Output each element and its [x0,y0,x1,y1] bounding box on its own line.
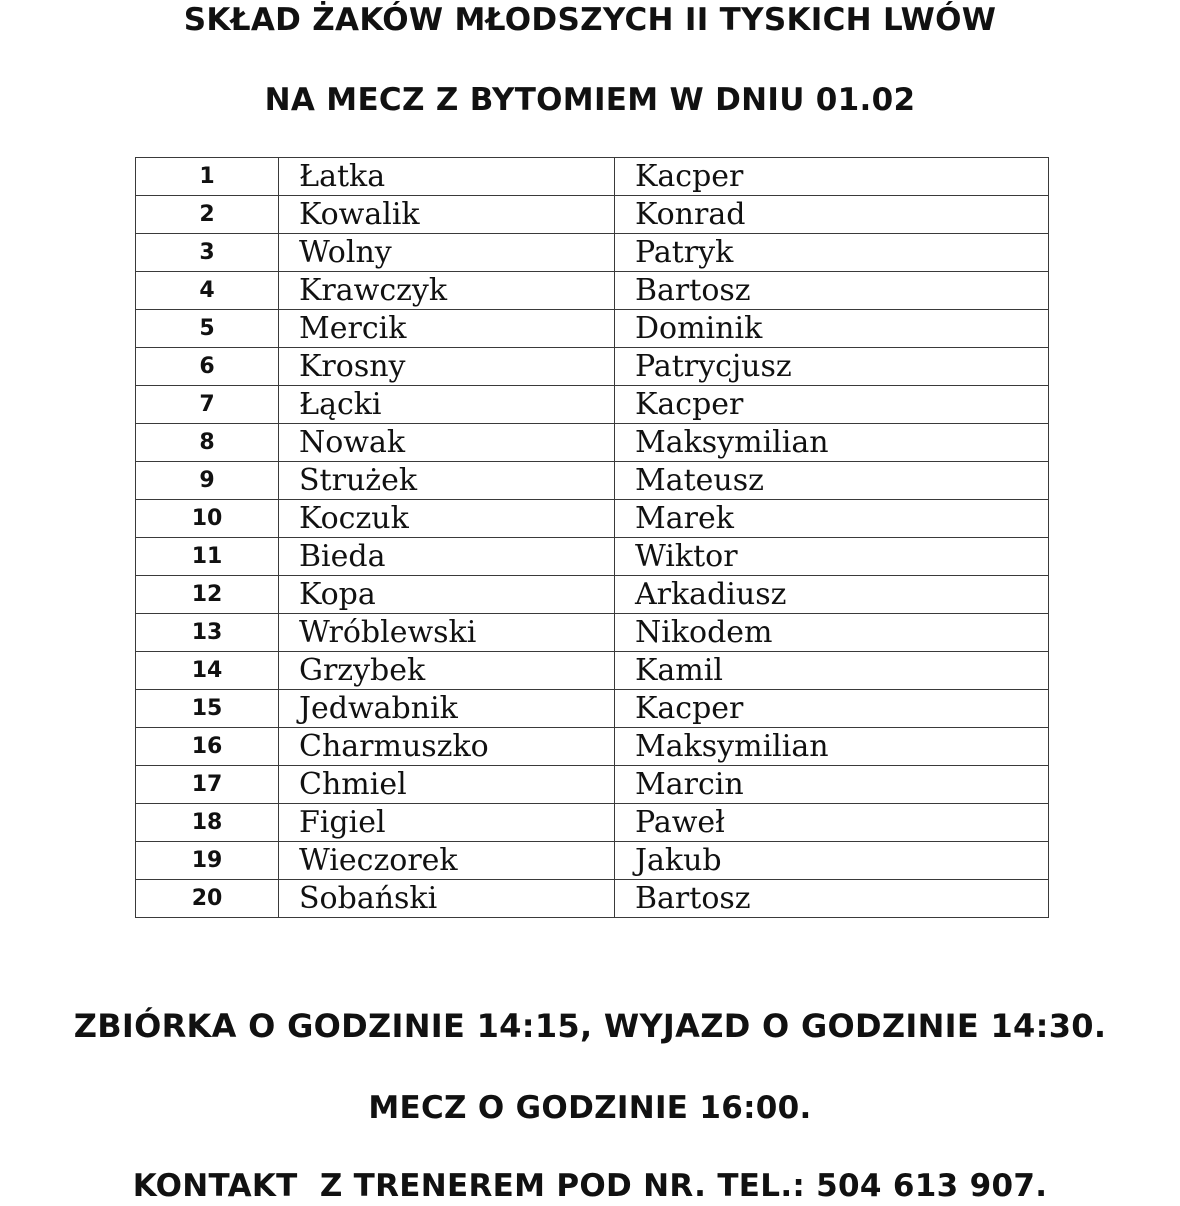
player-first-name: Arkadiusz [615,576,1049,614]
player-number: 13 [136,614,279,652]
document-title: SKŁAD ŻAKÓW MŁODSZYCH II TYSKICH LWÓW [183,2,997,38]
player-first-name: Marcin [615,766,1049,804]
meeting-time-info: ZBIÓRKA O GODZINIE 14:15, WYJAZD O GODZINIE 14:30. [73,1007,1107,1045]
player-number: 10 [136,500,279,538]
player-first-name: Mateusz [615,462,1049,500]
player-surname: Strużek [279,462,615,500]
player-number: 11 [136,538,279,576]
player-number: 18 [136,804,279,842]
player-number: 6 [136,348,279,386]
roster-row [136,766,1049,804]
player-surname: Jedwabnik [279,690,615,728]
roster-row [136,424,1049,462]
player-surname: Wolny [279,234,615,272]
player-number: 14 [136,652,279,690]
player-number: 9 [136,462,279,500]
player-surname: Wieczorek [279,842,615,880]
document-subtitle: NA MECZ Z BYTOMIEM W DNIU 01.02 [264,82,916,118]
player-surname: Krawczyk [279,272,615,310]
roster-row [136,804,1049,842]
player-number: 19 [136,842,279,880]
player-first-name: Konrad [615,196,1049,234]
player-number: 5 [136,310,279,348]
roster-table [135,157,1049,918]
roster-row [136,576,1049,614]
player-first-name: Dominik [615,310,1049,348]
roster-row [136,272,1049,310]
player-first-name: Paweł [615,804,1049,842]
roster-row [136,348,1049,386]
roster-row [136,538,1049,576]
roster-row [136,842,1049,880]
player-number: 4 [136,272,279,310]
player-surname: Koczuk [279,500,615,538]
roster-row [136,880,1049,918]
coach-contact-info: KONTAKT Z TRENEREM POD NR. TEL.: 504 613 907. [132,1168,1048,1204]
player-first-name: Jakub [615,842,1049,880]
player-number: 1 [136,158,279,196]
player-surname: Charmuszko [279,728,615,766]
player-surname: Krosny [279,348,615,386]
player-number: 15 [136,690,279,728]
player-surname: Nowak [279,424,615,462]
player-first-name: Maksymilian [615,424,1049,462]
player-first-name: Bartosz [615,880,1049,918]
player-surname: Łącki [279,386,615,424]
player-surname: Kopa [279,576,615,614]
player-first-name: Kacper [615,690,1049,728]
player-surname: Bieda [279,538,615,576]
player-first-name: Wiktor [615,538,1049,576]
roster-row [136,196,1049,234]
roster-row [136,158,1049,196]
player-number: 8 [136,424,279,462]
roster-row [136,690,1049,728]
roster-row [136,652,1049,690]
player-number: 17 [136,766,279,804]
player-first-name: Kacper [615,158,1049,196]
player-first-name: Marek [615,500,1049,538]
player-surname: Mercik [279,310,615,348]
player-number: 16 [136,728,279,766]
player-surname: Kowalik [279,196,615,234]
player-surname: Chmiel [279,766,615,804]
roster-row [136,500,1049,538]
player-surname: Grzybek [279,652,615,690]
roster-row [136,728,1049,766]
player-number: 20 [136,880,279,918]
player-surname: Sobański [279,880,615,918]
player-first-name: Patryk [615,234,1049,272]
roster-row [136,462,1049,500]
player-surname: Łatka [279,158,615,196]
player-number: 3 [136,234,279,272]
player-first-name: Bartosz [615,272,1049,310]
match-time-info: MECZ O GODZINIE 16:00. [368,1090,812,1126]
roster-row [136,234,1049,272]
player-first-name: Nikodem [615,614,1049,652]
roster-row [136,310,1049,348]
player-surname: Figiel [279,804,615,842]
player-first-name: Kamil [615,652,1049,690]
player-first-name: Maksymilian [615,728,1049,766]
roster-row [136,386,1049,424]
player-number: 2 [136,196,279,234]
player-number: 12 [136,576,279,614]
player-number: 7 [136,386,279,424]
roster-table-body [136,158,1049,918]
player-surname: Wróblewski [279,614,615,652]
roster-row [136,614,1049,652]
player-first-name: Kacper [615,386,1049,424]
player-first-name: Patrycjusz [615,348,1049,386]
